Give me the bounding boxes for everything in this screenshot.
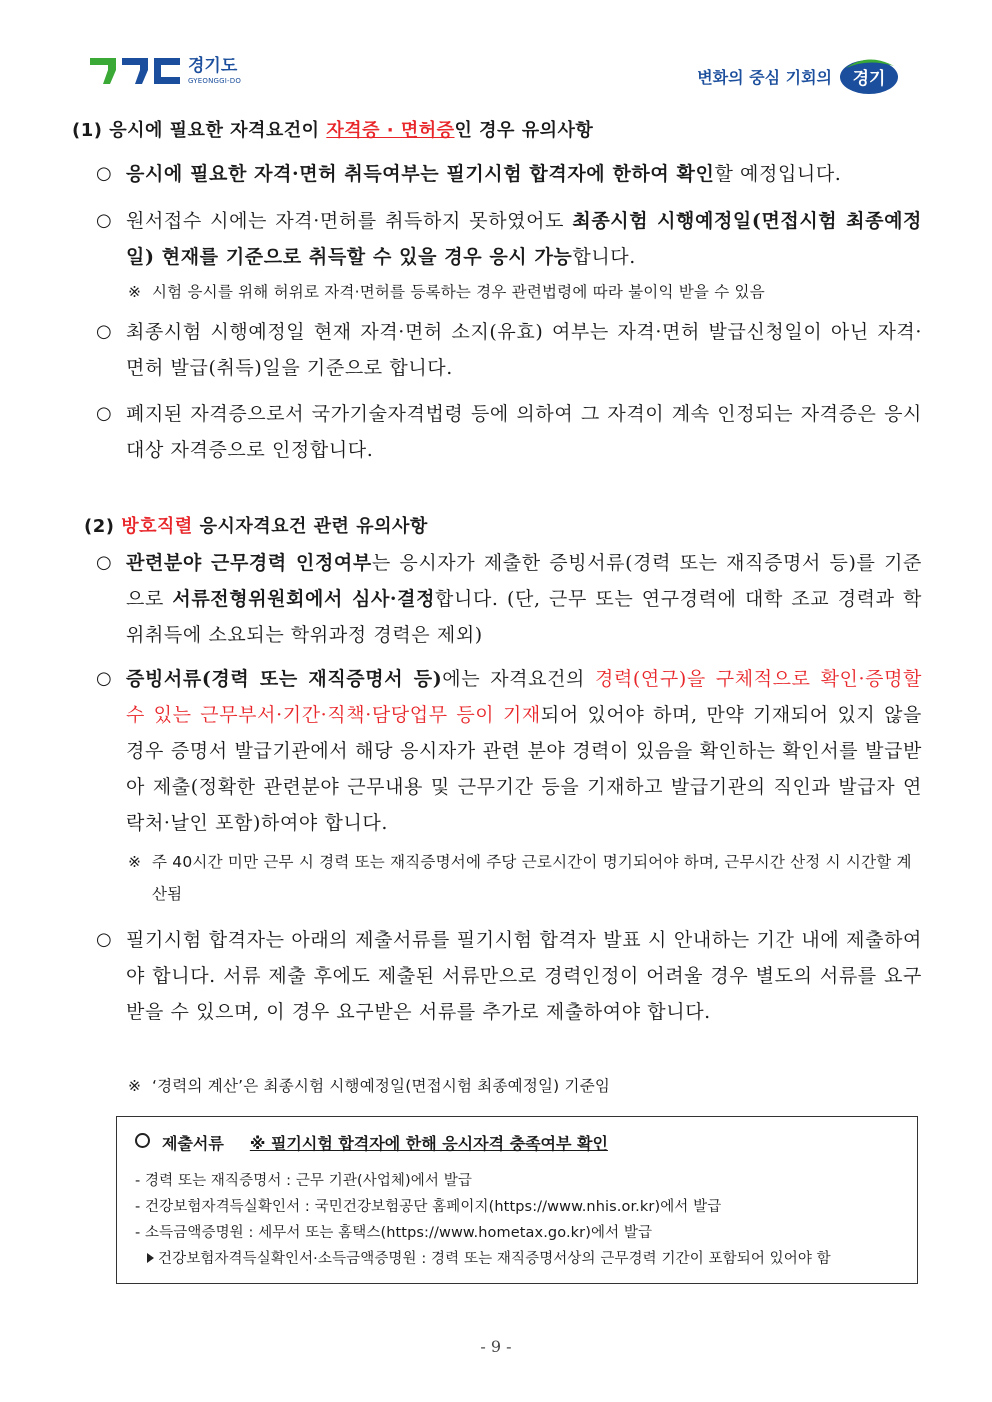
item-red-text: 경력(연구)을 구체적으로 확인·증명할 수 있는 근무부서·기간·직책·담당업무 등이 기재: [126, 668, 922, 726]
item-text: 는 응시자가 제출한 증빙서류(경력 또는 재직증명서 등)를 기준으로: [126, 552, 922, 610]
section1-item-4: [96, 396, 922, 468]
section2-note-2: [128, 1070, 923, 1102]
slogan: [697, 56, 900, 96]
note-mark: ※: [128, 853, 142, 871]
item-text: 되어 있어야 하며, 만약 기재되어 있지 않을 경우 증명서 발급기관에서 해당 응시자가 관련 분야 경력이 있음을 확인하는 확인서를 발급받아 제출(정확한 관련분야 근무내용 및 근무기간 등을 기재하고 발급기관의 직인과 발급자 연락처·날인 포함)하여야 합니다.: [126, 704, 922, 834]
item-bold-text: 서류전형위원회에서 심사·결정: [172, 588, 436, 610]
logo-korean-text: 경기도: [188, 55, 238, 76]
item-text: 합니다.: [572, 246, 636, 268]
section2-title-highlight: 방호직렬: [121, 516, 193, 537]
bullet: ○: [96, 163, 113, 184]
gyeonggi-logo-mark-icon: [90, 56, 182, 86]
item-bold-text: 응시에 필요한 자격·면허 취득여부는 필기시험 합격자에 한하여 확인: [126, 163, 715, 185]
item-text: 할 예정입니다.: [714, 163, 842, 185]
item-text: 필기시험 합격자는 아래의 제출서류를 필기시험 합격자 발표 시 안내하는 기간 내에 제출하여야 합니다. 서류 제출 후에도 제출된 서류만으로 경력인정이 어려울 경우 별도의 서류를 요구받을 수 있으며, 이 경우 요구받은 서류를 추가로 제출하여야 합니다.: [126, 929, 922, 1023]
section1-title-highlight: 자격증 · 면허증: [326, 120, 455, 141]
item-bold-text: 관련분야 근무경력 인정여부: [126, 552, 372, 574]
section1-title: [72, 116, 593, 142]
item-text: 합니다. (단, 근무 또는 연구경력에 대학 조교 경력과 학위취득에 소요되는 학위과정 경력은 제외): [126, 588, 922, 646]
page-header: [0, 0, 992, 110]
section1-item-3: [96, 314, 922, 386]
note-mark: ※: [128, 1077, 142, 1095]
section2-title-post: 응시자격요건 관련 유의사항: [192, 516, 428, 537]
bullet: ○: [96, 929, 113, 950]
note-text: 주 40시간 미만 근무 시 경력 또는 재직증명서에 주당 근로시간이 명기되어야 하며, 근무시간 산정 시 시간할 계산됨: [152, 853, 912, 903]
documents-box: [116, 1116, 918, 1284]
box-line-arrow: [147, 1247, 831, 1268]
slogan-badge-text: 경기: [852, 69, 886, 89]
item-text: 폐지된 자격증으로서 국가기술자격법령 등에 의하여 그 자격이 계속 인정되는 자격증은 응시대상 자격증으로 인정합니다.: [126, 403, 922, 461]
section1-note: [128, 276, 923, 308]
section2-title-pre: (2): [84, 516, 122, 537]
logo-english-text: GYEONGGI-DO: [188, 76, 242, 85]
item-bold-text: 증빙서류(경력 또는 재직증명서 등): [126, 668, 443, 690]
note-mark: ※: [128, 283, 142, 301]
box-title-text: 제출서류: [162, 1134, 224, 1153]
section2-item-2: [96, 661, 922, 841]
item-text: 최종시험 시행예정일 현재 자격·면허 소지(유효) 여부는 자격·면허 발급신청일이 아닌 자격·면허 발급(취득)일을 기준으로 합니다.: [126, 321, 922, 379]
box-line-3: - 소득금액증명원 : 세무서 또는 홈택스(https://www.hometax.go.kr)에서 발급: [135, 1225, 653, 1241]
bullet: ○: [96, 552, 113, 573]
page-number: - 9 -: [480, 1337, 512, 1356]
triangle-right-icon: [147, 1253, 154, 1263]
bullet: ○: [96, 668, 113, 689]
box-title: [135, 1131, 608, 1154]
slogan-text: 변화의 중심 기회의: [697, 67, 832, 87]
note-text: ‘경력의 계산’은 최종시험 시행예정일(면접시험 최종예정일) 기준임: [152, 1077, 611, 1095]
section2-title: [84, 512, 428, 538]
box-arrow-text: 건강보험자격득실확인서·소득금액증명원 : 경력 또는 재직증명서상의 근무경력 기간이 포함되어 있어야 함: [158, 1251, 831, 1267]
section1-item-1: [96, 156, 922, 192]
section2-note-1: [128, 846, 923, 910]
item-bold-text: 최종시험 시행예정일(면접시험 최종예정일) 현재를 기준으로 취득할 수 있을 경우 응시 가능: [126, 210, 922, 268]
box-line-2: - 건강보험자격득실확인서 : 국민건강보험공단 홈페이지(https://www.nhis.or.kr)에서 발급: [135, 1199, 722, 1215]
bullet: ○: [96, 210, 113, 231]
bullet: ○: [96, 403, 113, 424]
item-text: 원서접수 시에는 자격·면허를 취득하지 못하였어도: [126, 210, 573, 232]
box-line-1: - 경력 또는 재직증명서 : 근무 기관(사업체)에서 발급: [135, 1173, 472, 1189]
section1-title-post: 인 경우 유의사항: [454, 120, 594, 141]
section1-title-pre: (1) 응시에 필요한 자격요건이: [72, 120, 327, 141]
section1-item-2: [96, 203, 922, 275]
item-text: 에는 자격요건의: [442, 668, 595, 690]
section2-item-3: [96, 922, 922, 1030]
box-subtitle: ※ 필기시험 합격자에 한해 응시자격 충족여부 확인: [249, 1134, 608, 1153]
section2-item-1: [96, 545, 922, 653]
note-text: 시험 응시를 위해 허위로 자격·면허를 등록하는 경우 관련법령에 따라 불이익 받을 수 있음: [152, 283, 765, 301]
bullet: ○: [96, 321, 113, 342]
circle-bullet-icon: [135, 1133, 150, 1148]
slogan-badge: [838, 56, 900, 96]
gyeonggi-logo: [90, 56, 241, 86]
